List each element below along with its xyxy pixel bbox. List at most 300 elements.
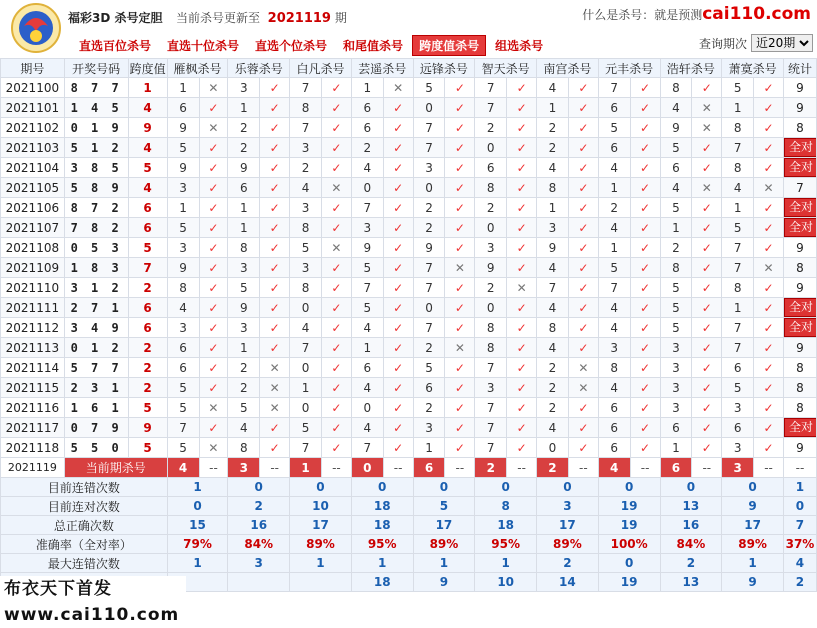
check-icon: ✓ [763,160,774,175]
kill-value: 0 [351,178,383,198]
check-icon: ✓ [701,260,712,275]
kill-value: 2 [351,138,383,158]
summary-value: 9 [722,573,784,592]
table-row [1,158,817,178]
check-icon: ✓ [454,200,465,215]
kill-value: 8 [475,318,507,338]
check-icon: ✓ [516,260,527,275]
kill-value: 0 [413,98,445,118]
summary-value: 9 [722,497,784,516]
check-icon [445,218,475,238]
summary-value: 84% [228,535,290,554]
draw-number: 2 7 1 [64,298,128,318]
all-correct-badge: 全对 [784,318,817,337]
cross-icon [383,78,413,98]
kill-value: 4 [290,318,322,338]
kill-value: 1 [660,218,692,238]
cross-icon: ✕ [701,100,712,115]
summary-value: 95% [351,535,413,554]
kill-value: 7 [167,418,199,438]
table-row [1,278,817,298]
summary-stat: 7 [783,516,816,535]
check-icon: ✓ [331,260,342,275]
summary-value: 5 [413,497,475,516]
current-kill-value: 6 [413,458,445,478]
kill-value: 6 [351,358,383,378]
check-icon: ✓ [578,80,589,95]
check-icon: ✓ [763,420,774,435]
span-value: 6 [128,198,167,218]
check-icon: ✓ [640,400,651,415]
kill-value: 1 [351,338,383,358]
check-icon [507,158,537,178]
check-icon: ✓ [578,200,589,215]
check-icon: ✓ [393,420,404,435]
kill-value: 7 [475,398,507,418]
summary-value: 1 [722,554,784,573]
summary-label: 最大连错次数 [1,554,168,573]
check-icon: ✓ [640,240,651,255]
draw-number: 8 7 7 [64,78,128,98]
kill-value: 1 [228,98,260,118]
check-icon [630,158,660,178]
check-icon [507,78,537,98]
summary-value: 89% [290,535,352,554]
check-icon: ✓ [331,440,342,455]
check-icon: ✓ [331,420,342,435]
current-kill-value: 0 [351,458,383,478]
check-icon: ✓ [578,100,589,115]
all-correct-badge: 全对 [784,158,817,177]
kill-value: 5 [722,218,754,238]
check-icon [383,358,413,378]
kill-value: 1 [228,218,260,238]
ask-info [582,4,811,24]
check-icon: ✓ [640,420,651,435]
stat-cell [783,218,816,238]
check-icon: ✓ [393,300,404,315]
kill-value: 5 [228,278,260,298]
check-icon: ✓ [269,220,280,235]
summary-value: 2 [228,497,290,516]
cross-icon: ✕ [454,260,465,275]
kill-value: 3 [475,238,507,258]
kill-value: 7 [722,238,754,258]
current-kill-value: 3 [228,458,260,478]
check-icon [383,198,413,218]
check-icon: ✓ [578,120,589,135]
check-icon [199,158,228,178]
kill-value: 7 [351,278,383,298]
kill-value: 7 [351,438,383,458]
check-icon: ✓ [269,280,280,295]
kill-value: 8 [722,118,754,138]
check-icon: ✓ [208,280,219,295]
summary-value: 0 [228,478,290,497]
check-icon [445,298,475,318]
kill-value: 5 [167,138,199,158]
check-icon [445,378,475,398]
check-icon: ✓ [454,180,465,195]
check-icon: ✓ [701,160,712,175]
tab-2[interactable]: 直选十位杀号 [167,39,240,53]
check-icon [692,398,722,418]
check-icon: ✓ [516,160,527,175]
check-icon [199,338,228,358]
kill-value: 6 [351,98,383,118]
kill-value: 5 [351,298,383,318]
stat-cell: 8 [783,258,816,278]
check-icon [754,78,784,98]
check-icon [630,298,660,318]
check-icon [321,438,351,458]
kill-value: 2 [537,358,569,378]
check-icon [692,418,722,438]
check-icon [568,98,598,118]
check-icon [692,338,722,358]
kill-value: 1 [660,438,692,458]
check-icon [507,198,537,218]
check-icon [568,438,598,458]
stat-cell: -- [783,458,816,478]
check-icon [445,358,475,378]
col-period: 期号 [1,59,65,78]
all-correct-badge: 全对 [784,218,817,237]
kill-value: 4 [537,418,569,438]
dash-cell: -- [754,458,784,478]
check-icon: ✓ [516,200,527,215]
tab-bar [72,35,552,56]
check-icon: ✓ [516,80,527,95]
check-icon [692,438,722,458]
cross-icon [754,178,784,198]
summary-stat: 2 [783,573,816,592]
check-icon: ✓ [208,100,219,115]
check-icon: ✓ [640,440,651,455]
tab-3[interactable]: 直选个位杀号 [255,39,328,53]
query-label: 查询期次 [698,36,747,51]
tab-5[interactable]: 跨度值杀号 [412,35,486,56]
check-icon [199,98,228,118]
check-icon: ✓ [516,140,527,155]
check-icon [321,338,351,358]
check-icon: ✓ [208,380,219,395]
check-icon: ✓ [454,80,465,95]
check-icon: ✓ [640,140,651,155]
dash-cell: -- [199,458,228,478]
period-cell: 2021115 [1,378,65,398]
check-icon: ✓ [578,440,589,455]
kill-value: 3 [351,218,383,238]
check-icon [199,358,228,378]
summary-value: 10 [290,497,352,516]
dash-cell: -- [445,458,475,478]
kill-value: 2 [660,238,692,258]
kill-value: 4 [228,418,260,438]
site-link[interactable]: cai110.com [702,4,811,24]
check-icon: ✓ [331,100,342,115]
kill-value: 8 [722,278,754,298]
period-select[interactable] [751,34,813,52]
check-icon [321,218,351,238]
check-icon [568,138,598,158]
check-icon [445,318,475,338]
summary-value: 14 [537,573,599,592]
kill-value: 9 [228,158,260,178]
kill-value: 8 [475,178,507,198]
check-icon [383,258,413,278]
check-icon [754,198,784,218]
col-stat: 统计 [783,59,816,78]
check-icon: ✓ [516,340,527,355]
check-icon: ✓ [640,120,651,135]
period-cell: 2021116 [1,398,65,418]
span-value: 9 [128,118,167,138]
check-icon [321,198,351,218]
kill-value: 6 [228,178,260,198]
kill-value: 4 [537,158,569,178]
check-icon [692,358,722,378]
check-icon [321,398,351,418]
period-cell: 2021114 [1,358,65,378]
check-icon [383,278,413,298]
check-icon [630,118,660,138]
check-icon [568,158,598,178]
check-icon: ✓ [763,80,774,95]
check-icon: ✓ [640,300,651,315]
kill-value: 1 [598,178,630,198]
stat-cell: 9 [783,98,816,118]
kill-value: 3 [228,258,260,278]
kill-value: 5 [660,138,692,158]
kill-value: 0 [290,358,322,378]
kill-value: 9 [167,158,199,178]
check-icon [568,258,598,278]
check-icon: ✓ [578,260,589,275]
kill-value: 5 [228,398,260,418]
kill-value: 9 [351,238,383,258]
kill-value: 2 [413,398,445,418]
check-icon [692,318,722,338]
check-icon [630,78,660,98]
kill-value: 7 [413,258,445,278]
check-icon [199,298,228,318]
period-cell: 2021110 [1,278,65,298]
kill-value: 1 [537,98,569,118]
update-prefix: 当前杀号更新至 [176,11,261,25]
cross-icon [445,338,475,358]
kill-value: 6 [413,378,445,398]
check-icon [568,338,598,358]
kill-value: 1 [722,298,754,318]
check-icon: ✓ [578,400,589,415]
check-icon: ✓ [763,320,774,335]
kill-value: 1 [290,378,322,398]
check-icon [321,298,351,318]
span-value: 2 [128,358,167,378]
check-icon: ✓ [208,160,219,175]
kill-value: 4 [660,98,692,118]
check-icon [630,138,660,158]
kill-value: 5 [290,418,322,438]
check-icon: ✓ [701,380,712,395]
kill-value: 5 [722,378,754,398]
kill-value: 9 [660,118,692,138]
kill-value: 6 [598,418,630,438]
check-icon [445,438,475,458]
period-cell: 2021104 [1,158,65,178]
check-icon [507,238,537,258]
check-icon [754,378,784,398]
check-icon: ✓ [640,360,651,375]
check-icon: ✓ [640,80,651,95]
kill-value: 4 [598,158,630,178]
kill-value: 8 [598,358,630,378]
kill-value: 9 [537,238,569,258]
summary-value: 0 [413,478,475,497]
check-icon: ✓ [208,340,219,355]
check-icon [260,178,290,198]
kill-value: 3 [722,398,754,418]
check-icon [630,438,660,458]
check-icon: ✓ [269,200,280,215]
check-icon [630,338,660,358]
check-icon [199,138,228,158]
span-value: 2 [128,378,167,398]
draw-number: 0 5 3 [64,238,128,258]
check-icon: ✓ [454,320,465,335]
kill-value: 3 [413,158,445,178]
check-icon [754,318,784,338]
period-cell: 2021112 [1,318,65,338]
cross-icon [260,358,290,378]
kill-value: 3 [228,78,260,98]
summary-label: 总正确次数 [1,516,168,535]
check-icon: ✓ [393,360,404,375]
kill-value: 3 [660,338,692,358]
check-icon [754,438,784,458]
check-icon: ✓ [763,280,774,295]
summary-value: 0 [598,478,660,497]
check-icon [321,78,351,98]
kill-value: 0 [290,298,322,318]
check-icon [445,398,475,418]
kill-value: 4 [660,178,692,198]
check-icon: ✓ [331,300,342,315]
kill-value: 8 [290,218,322,238]
check-icon: ✓ [701,200,712,215]
kill-value: 6 [660,158,692,178]
current-row [1,458,817,478]
table-row [1,298,817,318]
check-icon [507,178,537,198]
span-value: 6 [128,298,167,318]
summary-value: 1 [167,478,228,497]
check-icon: ✓ [454,420,465,435]
summary-stat: 0 [783,497,816,516]
check-icon [568,78,598,98]
kill-value: 2 [537,118,569,138]
current-kill-value: 4 [598,458,630,478]
stat-cell: 8 [783,378,816,398]
tab-4[interactable]: 和尾值杀号 [343,39,404,53]
kill-value: 7 [475,98,507,118]
check-icon [568,198,598,218]
check-icon: ✓ [578,220,589,235]
page-header [0,0,817,58]
check-icon: ✓ [701,240,712,255]
cross-icon: ✕ [454,340,465,355]
summary-value: 13 [660,497,722,516]
col-expert: 浩轩杀号 [660,59,722,78]
col-expert: 芸遥杀号 [351,59,413,78]
kill-value: 7 [290,118,322,138]
check-icon: ✓ [269,260,280,275]
cross-icon [568,358,598,378]
check-icon [507,398,537,418]
check-icon: ✓ [701,400,712,415]
check-icon [568,298,598,318]
span-value: 5 [128,158,167,178]
summary-value: 0 [475,478,537,497]
kill-value: 3 [167,318,199,338]
check-icon: ✓ [208,260,219,275]
kill-value: 5 [167,398,199,418]
kill-value: 1 [228,198,260,218]
summary-value: 19 [598,516,660,535]
kill-value: 4 [290,178,322,198]
cross-icon: ✕ [763,180,774,195]
check-icon [383,318,413,338]
kill-value: 7 [290,438,322,458]
check-icon: ✓ [454,140,465,155]
check-icon: ✓ [578,340,589,355]
check-icon: ✓ [578,140,589,155]
check-icon: ✓ [763,380,774,395]
tab-1[interactable]: 直选百位杀号 [79,39,152,53]
check-icon: ✓ [454,240,465,255]
check-icon [630,238,660,258]
cross-icon [692,118,722,138]
table-row [1,438,817,458]
check-icon: ✓ [578,420,589,435]
kill-value: 7 [722,258,754,278]
kill-value: 7 [722,318,754,338]
summary-row [1,535,817,554]
tab-6[interactable]: 组选杀号 [495,39,544,53]
check-icon: ✓ [331,380,342,395]
kill-value: 7 [598,278,630,298]
all-correct-badge: 全对 [784,418,817,437]
check-icon [321,138,351,158]
cross-icon [260,378,290,398]
draw-number: 0 1 9 [64,118,128,138]
all-correct-badge: 全对 [784,298,817,317]
check-icon [754,338,784,358]
kill-value: 8 [537,178,569,198]
col-expert: 元丰杀号 [598,59,660,78]
kill-value: 5 [660,198,692,218]
kill-value: 3 [475,378,507,398]
stat-cell: 8 [783,118,816,138]
check-icon [445,138,475,158]
period-cell: 2021118 [1,438,65,458]
kill-value: 3 [598,338,630,358]
kill-value: 7 [598,78,630,98]
period-cell: 2021111 [1,298,65,318]
summary-value: 2 [537,554,599,573]
check-icon [260,298,290,318]
